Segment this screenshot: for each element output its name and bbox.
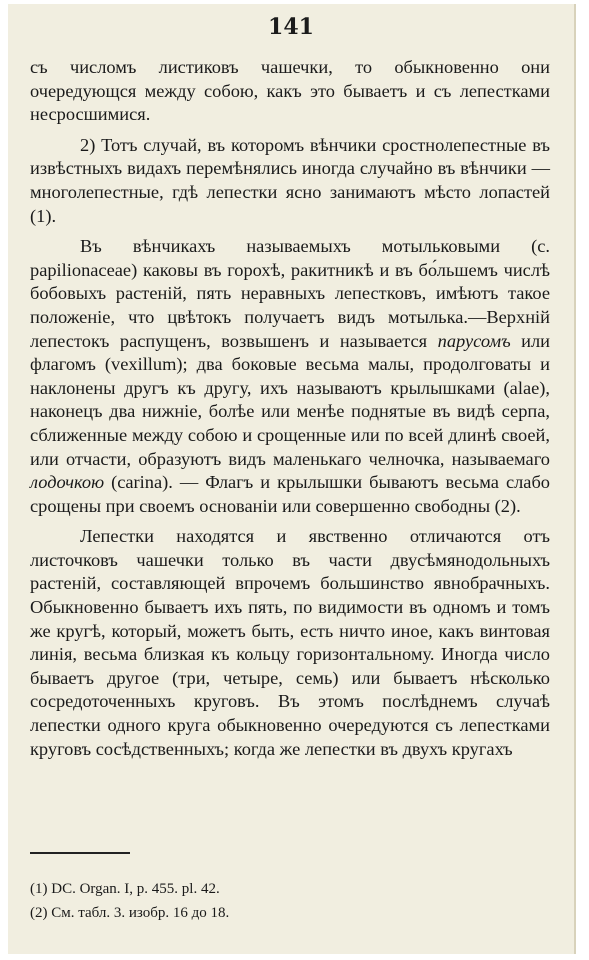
footnotes	[30, 877, 229, 925]
italic-term: лодочкою	[30, 472, 105, 493]
page-number: 141	[268, 14, 314, 40]
footnote: (2) См. табл. 3. изобр. 16 до 18.	[30, 905, 230, 921]
italic-term: парусомъ	[437, 330, 511, 351]
body-text	[30, 56, 550, 761]
text-run: Лепестки находятся и явственно отличаются отъ листочковъ чашечки только въ части двусѣмянодольныхъ растеній, составляющей впрочемъ большинство явнобрачныхъ. Обыкновенно бываетъ ихъ пять, по видимости въ одномъ и томъ же кругѣ, который, можетъ быть, есть ничто иное, какъ винтовая линія, весьма близкая къ кольцу горизонтальному. Иногда число бываетъ другое (три, четыре, семь) или бываетъ нѣсколько сосредоточенныхъ круговъ. Въ этомъ послѣднемъ случаѣ лепестки одного круга обыкновенно очередуются съ лепестками круговъ сосѣдственныхъ; когда же лепестки въ двухъ кругахъ	[30, 526, 550, 759]
footnote: (1) DC. Organ. I, p. 455. pl. 42.	[30, 881, 220, 897]
footnote-separator	[30, 852, 130, 854]
text-run: или флагомъ (vexillum); два боковые весьма малы, продолговаты и наклонены другъ къ другу, ихъ называютъ крылышками (alae), наконецъ два нижніе, болѣе или менѣе поднятые въ видѣ серпа, сближенные между собою и срощенные или по всей длинѣ своей, или отчасти, образуютъ видъ маленькаго челночка, называемаго	[30, 330, 550, 469]
text-run: 2) Тотъ случай, въ которомъ вѣнчики сростнолепестные въ извѣстныхъ видахъ перемѣнялись иногда случайно въ вѣнчики — многолепестные, гдѣ лепестки ясно занимаютъ мѣсто лопастей (1).	[30, 134, 550, 226]
text-run: (carina). — Флагъ и крылышки бываютъ весьма слабо срощены при своемъ основаніи или совершенно свободны (2).	[30, 472, 550, 516]
text-run: съ числомъ листиковъ чашечки, то обыкновенно они очередующся между собою, какъ это бываетъ и съ лепестками несросшимися.	[30, 57, 550, 125]
text-run: Въ вѣнчикахъ называемыхъ мотыльковыми (с. papilionaceae) каковы въ горохѣ, ракитникѣ и въ бо́льшемъ числѣ бобовыхъ растеній, пять неравныхъ лепестковъ, имѣютъ такое положеніе, что цвѣтокъ получаетъ видъ мотылька.—Верхній лепестокъ распущенъ, возвышенъ и называется	[30, 236, 550, 351]
paragraph	[30, 525, 550, 761]
paragraph	[30, 235, 550, 518]
paragraph	[30, 56, 550, 127]
book-page	[8, 4, 576, 954]
paragraph	[30, 134, 550, 228]
